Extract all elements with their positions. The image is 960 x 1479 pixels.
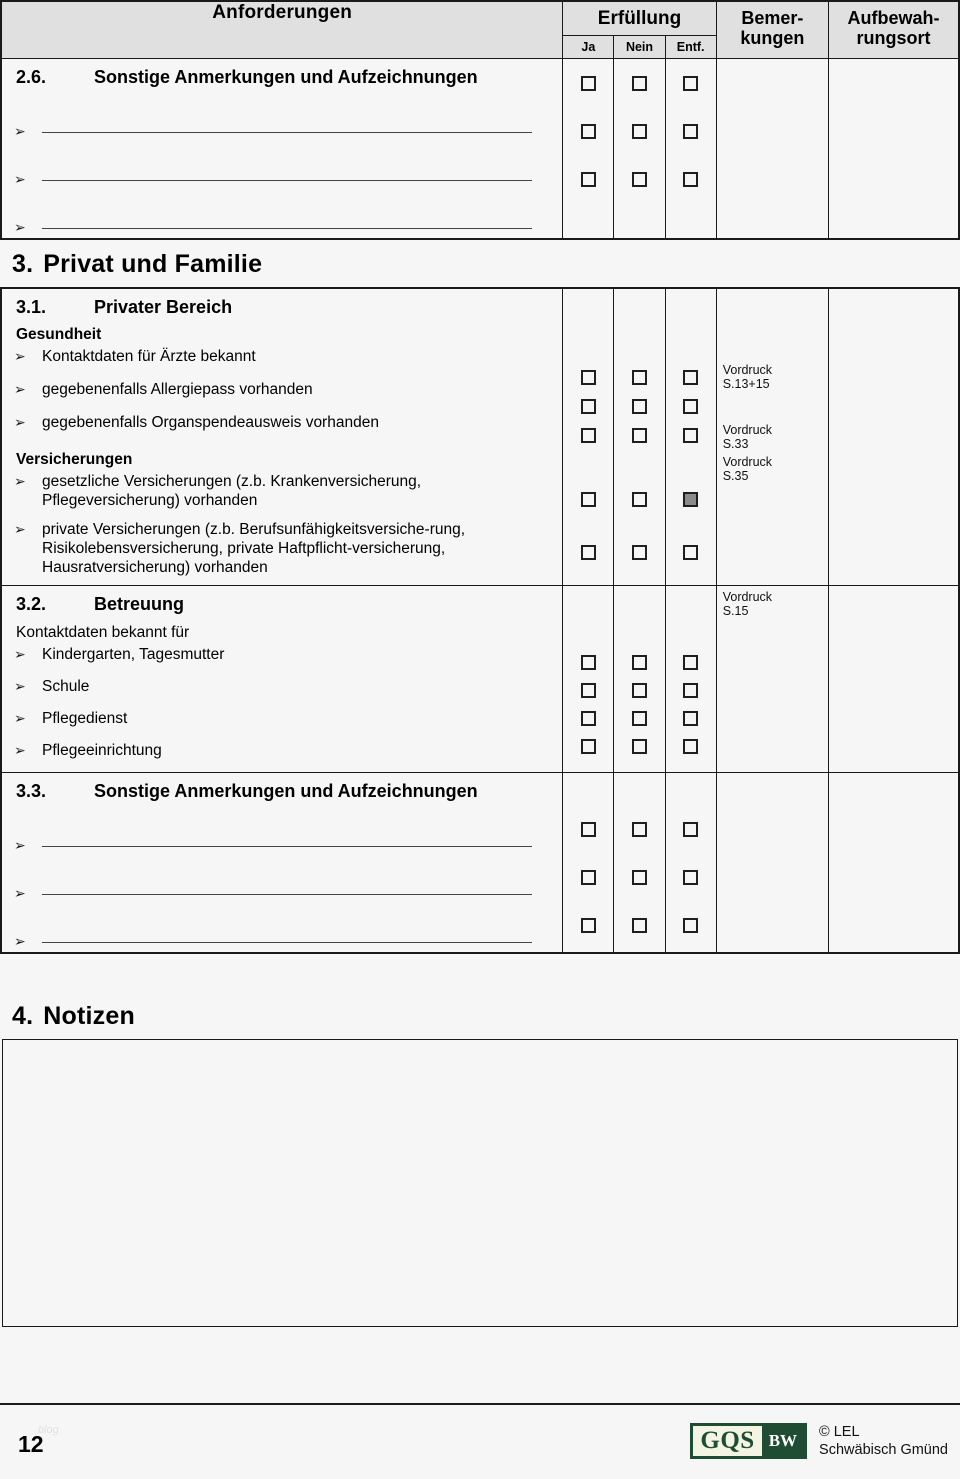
- cell-nein-column: [614, 59, 665, 240]
- table-row-2-6: [1, 59, 959, 240]
- checkbox-nein[interactable]: [632, 124, 647, 139]
- logo-main-text: GQS: [693, 1426, 761, 1456]
- table-row-3-3: [1, 773, 959, 954]
- section-title-2-6: Sonstige Anmerkungen und Aufzeichnungen: [94, 67, 478, 87]
- cell-bemerkungen: [716, 59, 828, 240]
- section-title-3-2: Betreuung: [94, 594, 184, 614]
- write-in-row[interactable]: [2, 94, 562, 142]
- remark-line1: Vordruck: [722, 423, 773, 437]
- checkbox-ja[interactable]: [581, 428, 596, 443]
- checkbox-nein[interactable]: [632, 918, 647, 933]
- checkbox-entf[interactable]: [683, 655, 698, 670]
- checkbox-nein[interactable]: [632, 822, 647, 837]
- remark-entry: [717, 419, 828, 451]
- list-item: [2, 708, 562, 740]
- cell-3-1-content: [1, 288, 563, 586]
- write-in-line[interactable]: [42, 228, 532, 229]
- remark-line2: S.13+15: [722, 377, 770, 391]
- list-item-label: gegebenenfalls Allergiepass vorhanden: [42, 381, 313, 398]
- header-entf: Entf.: [665, 36, 716, 59]
- checkbox-ja[interactable]: [581, 172, 596, 187]
- write-in-row[interactable]: [2, 808, 562, 856]
- checkbox-ja[interactable]: [581, 124, 596, 139]
- cell-2-6-content: [1, 59, 563, 240]
- cell-aufbewahrungsort: [829, 586, 959, 773]
- checkbox-nein[interactable]: [632, 739, 647, 754]
- checkbox-nein[interactable]: [632, 76, 647, 91]
- list-item: [2, 644, 562, 676]
- write-in-row[interactable]: [2, 904, 562, 952]
- section-heading-3: [0, 240, 960, 287]
- checkbox-ja[interactable]: [581, 683, 596, 698]
- remark-entry: [717, 586, 828, 618]
- checkbox-nein[interactable]: [632, 545, 647, 560]
- checkbox-nein[interactable]: [632, 399, 647, 414]
- arrow-bullet-icon: ➢: [14, 934, 26, 950]
- cell-ja-column: [563, 773, 614, 954]
- list-item-label: Kontaktdaten für Ärzte bekannt: [42, 348, 256, 365]
- section-title-3: Privat und Familie: [43, 250, 263, 278]
- cell-bemerkungen: [716, 586, 828, 773]
- remark-line2: S.35: [722, 469, 749, 483]
- checkbox-entf[interactable]: [683, 545, 698, 560]
- checkbox-nein[interactable]: [632, 492, 647, 507]
- list-item: [2, 412, 562, 445]
- remark-line2: S.15: [722, 604, 749, 618]
- list-item-label: Schule: [42, 678, 90, 695]
- header-anforderungen: Anforderungen: [1, 1, 563, 59]
- checkbox-entf[interactable]: [683, 428, 698, 443]
- list-item: [2, 519, 562, 585]
- list-item-label: gesetzliche Versicherungen (z.b. Krankenversicherung, Pflegeversicherung) vorhanden: [42, 473, 422, 509]
- checkbox-ja[interactable]: [581, 76, 596, 91]
- table-section-3: [0, 287, 960, 954]
- copyright-icon: ©: [819, 1424, 830, 1440]
- list-item-label: Pflegeeinrichtung: [42, 742, 162, 759]
- header-aufbewahrungsort-line1: Aufbewah-: [847, 8, 940, 28]
- checkbox-ja[interactable]: [581, 870, 596, 885]
- arrow-bullet-icon: ➢: [14, 886, 26, 902]
- arrow-bullet-icon: ➢: [14, 838, 26, 854]
- cell-entf-column: [665, 586, 716, 773]
- cell-aufbewahrungsort: [829, 288, 959, 586]
- arrow-bullet-icon: ➢: [14, 172, 26, 188]
- list-item-label: Kindergarten, Tagesmutter: [42, 646, 225, 663]
- remark-line1: Vordruck: [722, 455, 773, 469]
- section-heading-3-3: [2, 773, 562, 808]
- checkbox-ja[interactable]: [581, 655, 596, 670]
- header-bemerkungen: [716, 1, 828, 59]
- arrow-bullet-icon: ➢: [14, 647, 26, 663]
- section-heading-4: [0, 954, 960, 1039]
- cell-3-2-content: [1, 586, 563, 773]
- cell-nein-column: [614, 288, 665, 586]
- cell-ja-column: [563, 288, 614, 586]
- list-item-label: Pflegedienst: [42, 710, 128, 727]
- section-heading-3-2: [2, 586, 562, 621]
- checkbox-ja[interactable]: [581, 918, 596, 933]
- cell-aufbewahrungsort: [829, 59, 959, 240]
- section-heading-2-6: [2, 59, 562, 94]
- arrow-bullet-icon: ➢: [14, 220, 26, 236]
- table-row-3-2: [1, 586, 959, 773]
- checkbox-entf[interactable]: [683, 399, 698, 414]
- section-number-3-1: 3.1.: [16, 297, 47, 317]
- arrow-bullet-icon: ➢: [14, 522, 26, 538]
- write-in-line[interactable]: [42, 180, 532, 181]
- remark-entry: [717, 359, 828, 391]
- section-number-4: 4.: [12, 1002, 34, 1030]
- list-item-label: private Versicherungen (z.b. Berufsunfähigkeitsversiche-rung, Risikolebensversicherung, private Haftpflicht-versicherung, Hausratversicherung) vorhanden: [42, 521, 466, 576]
- checkbox-nein[interactable]: [632, 683, 647, 698]
- write-in-row[interactable]: [2, 142, 562, 190]
- header-erfuellung: Erfüllung: [563, 1, 716, 36]
- cell-entf-column: [665, 59, 716, 240]
- header-nein: Nein: [614, 36, 665, 59]
- credit-line2: Schwäbisch Gmünd: [819, 1442, 948, 1459]
- checkbox-nein[interactable]: [632, 711, 647, 726]
- write-in-row[interactable]: [2, 190, 562, 238]
- watermark-text: blog: [38, 1424, 59, 1436]
- checkbox-nein[interactable]: [632, 655, 647, 670]
- footer-logo-group: [690, 1423, 948, 1459]
- section-title-3-3: Sonstige Anmerkungen und Aufzeichnungen: [94, 781, 478, 801]
- table-section-2-6: [0, 0, 960, 240]
- header-ja: Ja: [563, 36, 614, 59]
- checkbox-entf[interactable]: [683, 683, 698, 698]
- checkbox-ja[interactable]: [581, 492, 596, 507]
- cell-nein-column: [614, 586, 665, 773]
- write-in-line[interactable]: [42, 894, 532, 895]
- write-in-line[interactable]: [42, 132, 532, 133]
- header-aufbewahrungsort-line2: rungsort: [856, 28, 931, 49]
- arrow-bullet-icon: ➢: [14, 711, 26, 727]
- credit-line1: LEL: [833, 1424, 860, 1440]
- remark-entry: [717, 451, 828, 483]
- section-number-3: 3.: [12, 250, 34, 278]
- section-title-3-1: Privater Bereich: [94, 297, 233, 317]
- cell-aufbewahrungsort: [829, 773, 959, 954]
- cell-bemerkungen: [716, 773, 828, 954]
- arrow-bullet-icon: ➢: [14, 382, 26, 398]
- group-label-versicherungen: Versicherungen: [16, 451, 133, 468]
- checkbox-ja[interactable]: [581, 370, 596, 385]
- remark-line1: Vordruck: [722, 590, 773, 604]
- group-label-gesundheit: Gesundheit: [16, 326, 102, 343]
- gqs-bw-logo: [690, 1423, 807, 1459]
- checkbox-entf[interactable]: [683, 711, 698, 726]
- arrow-bullet-icon: ➢: [14, 124, 26, 140]
- checkbox-entf[interactable]: [683, 918, 698, 933]
- checkbox-entf[interactable]: [683, 370, 698, 385]
- list-item-label: gegebenenfalls Organspendeausweis vorhanden: [42, 414, 379, 431]
- table-header: [1, 1, 959, 59]
- checkbox-entf[interactable]: [683, 739, 698, 754]
- write-in-row[interactable]: [2, 856, 562, 904]
- cell-entf-column: [665, 288, 716, 586]
- arrow-bullet-icon: ➢: [14, 415, 26, 431]
- notes-textarea[interactable]: [2, 1039, 958, 1327]
- header-bemerkungen-line1: Bemer-: [741, 8, 804, 28]
- header-aufbewahrungsort: [829, 1, 959, 59]
- checkbox-ja[interactable]: [581, 711, 596, 726]
- arrow-bullet-icon: ➢: [14, 679, 26, 695]
- checkbox-entf[interactable]: [683, 870, 698, 885]
- cell-3-3-content: [1, 773, 563, 954]
- checkbox-entf[interactable]: [683, 822, 698, 837]
- write-in-line[interactable]: [42, 942, 532, 943]
- page-footer: [0, 1403, 960, 1479]
- checkbox-entf[interactable]: [683, 172, 698, 187]
- remark-line2: S.33: [722, 437, 749, 451]
- remark-line1: Vordruck: [722, 363, 773, 377]
- arrow-bullet-icon: ➢: [14, 743, 26, 759]
- cell-bemerkungen: [716, 288, 828, 586]
- list-item: [2, 676, 562, 708]
- header-bemerkungen-line2: kungen: [740, 28, 805, 49]
- arrow-bullet-icon: ➢: [14, 474, 26, 490]
- arrow-bullet-icon: ➢: [14, 349, 26, 365]
- page-number: 12: [18, 1431, 44, 1457]
- checkbox-entf-checked[interactable]: [683, 492, 698, 507]
- section-number-3-3: 3.3.: [16, 781, 47, 801]
- cell-entf-column: [665, 773, 716, 954]
- intro-text-3-2: Kontaktdaten bekannt für: [16, 624, 190, 641]
- cell-ja-column: [563, 586, 614, 773]
- checkbox-ja[interactable]: [581, 399, 596, 414]
- checkbox-ja[interactable]: [581, 822, 596, 837]
- checkbox-entf[interactable]: [683, 124, 698, 139]
- checkbox-nein[interactable]: [632, 172, 647, 187]
- section-number-3-2: 3.2.: [16, 594, 47, 614]
- checkbox-entf[interactable]: [683, 76, 698, 91]
- checkbox-ja[interactable]: [581, 545, 596, 560]
- checkbox-ja[interactable]: [581, 739, 596, 754]
- cell-ja-column: [563, 59, 614, 240]
- list-item: [2, 740, 562, 772]
- table-row-3-1: [1, 288, 959, 586]
- list-item: [2, 346, 562, 379]
- checkbox-nein[interactable]: [632, 370, 647, 385]
- section-number-2-6: 2.6.: [16, 67, 47, 87]
- list-item: [2, 379, 562, 412]
- list-item: [2, 471, 562, 519]
- section-heading-3-1: [2, 289, 562, 324]
- checkbox-nein[interactable]: [632, 428, 647, 443]
- checkbox-nein[interactable]: [632, 870, 647, 885]
- section-title-4: Notizen: [43, 1002, 135, 1030]
- copyright-credit: [819, 1423, 948, 1459]
- write-in-line[interactable]: [42, 846, 532, 847]
- cell-nein-column: [614, 773, 665, 954]
- logo-sub-text: BW: [762, 1426, 804, 1456]
